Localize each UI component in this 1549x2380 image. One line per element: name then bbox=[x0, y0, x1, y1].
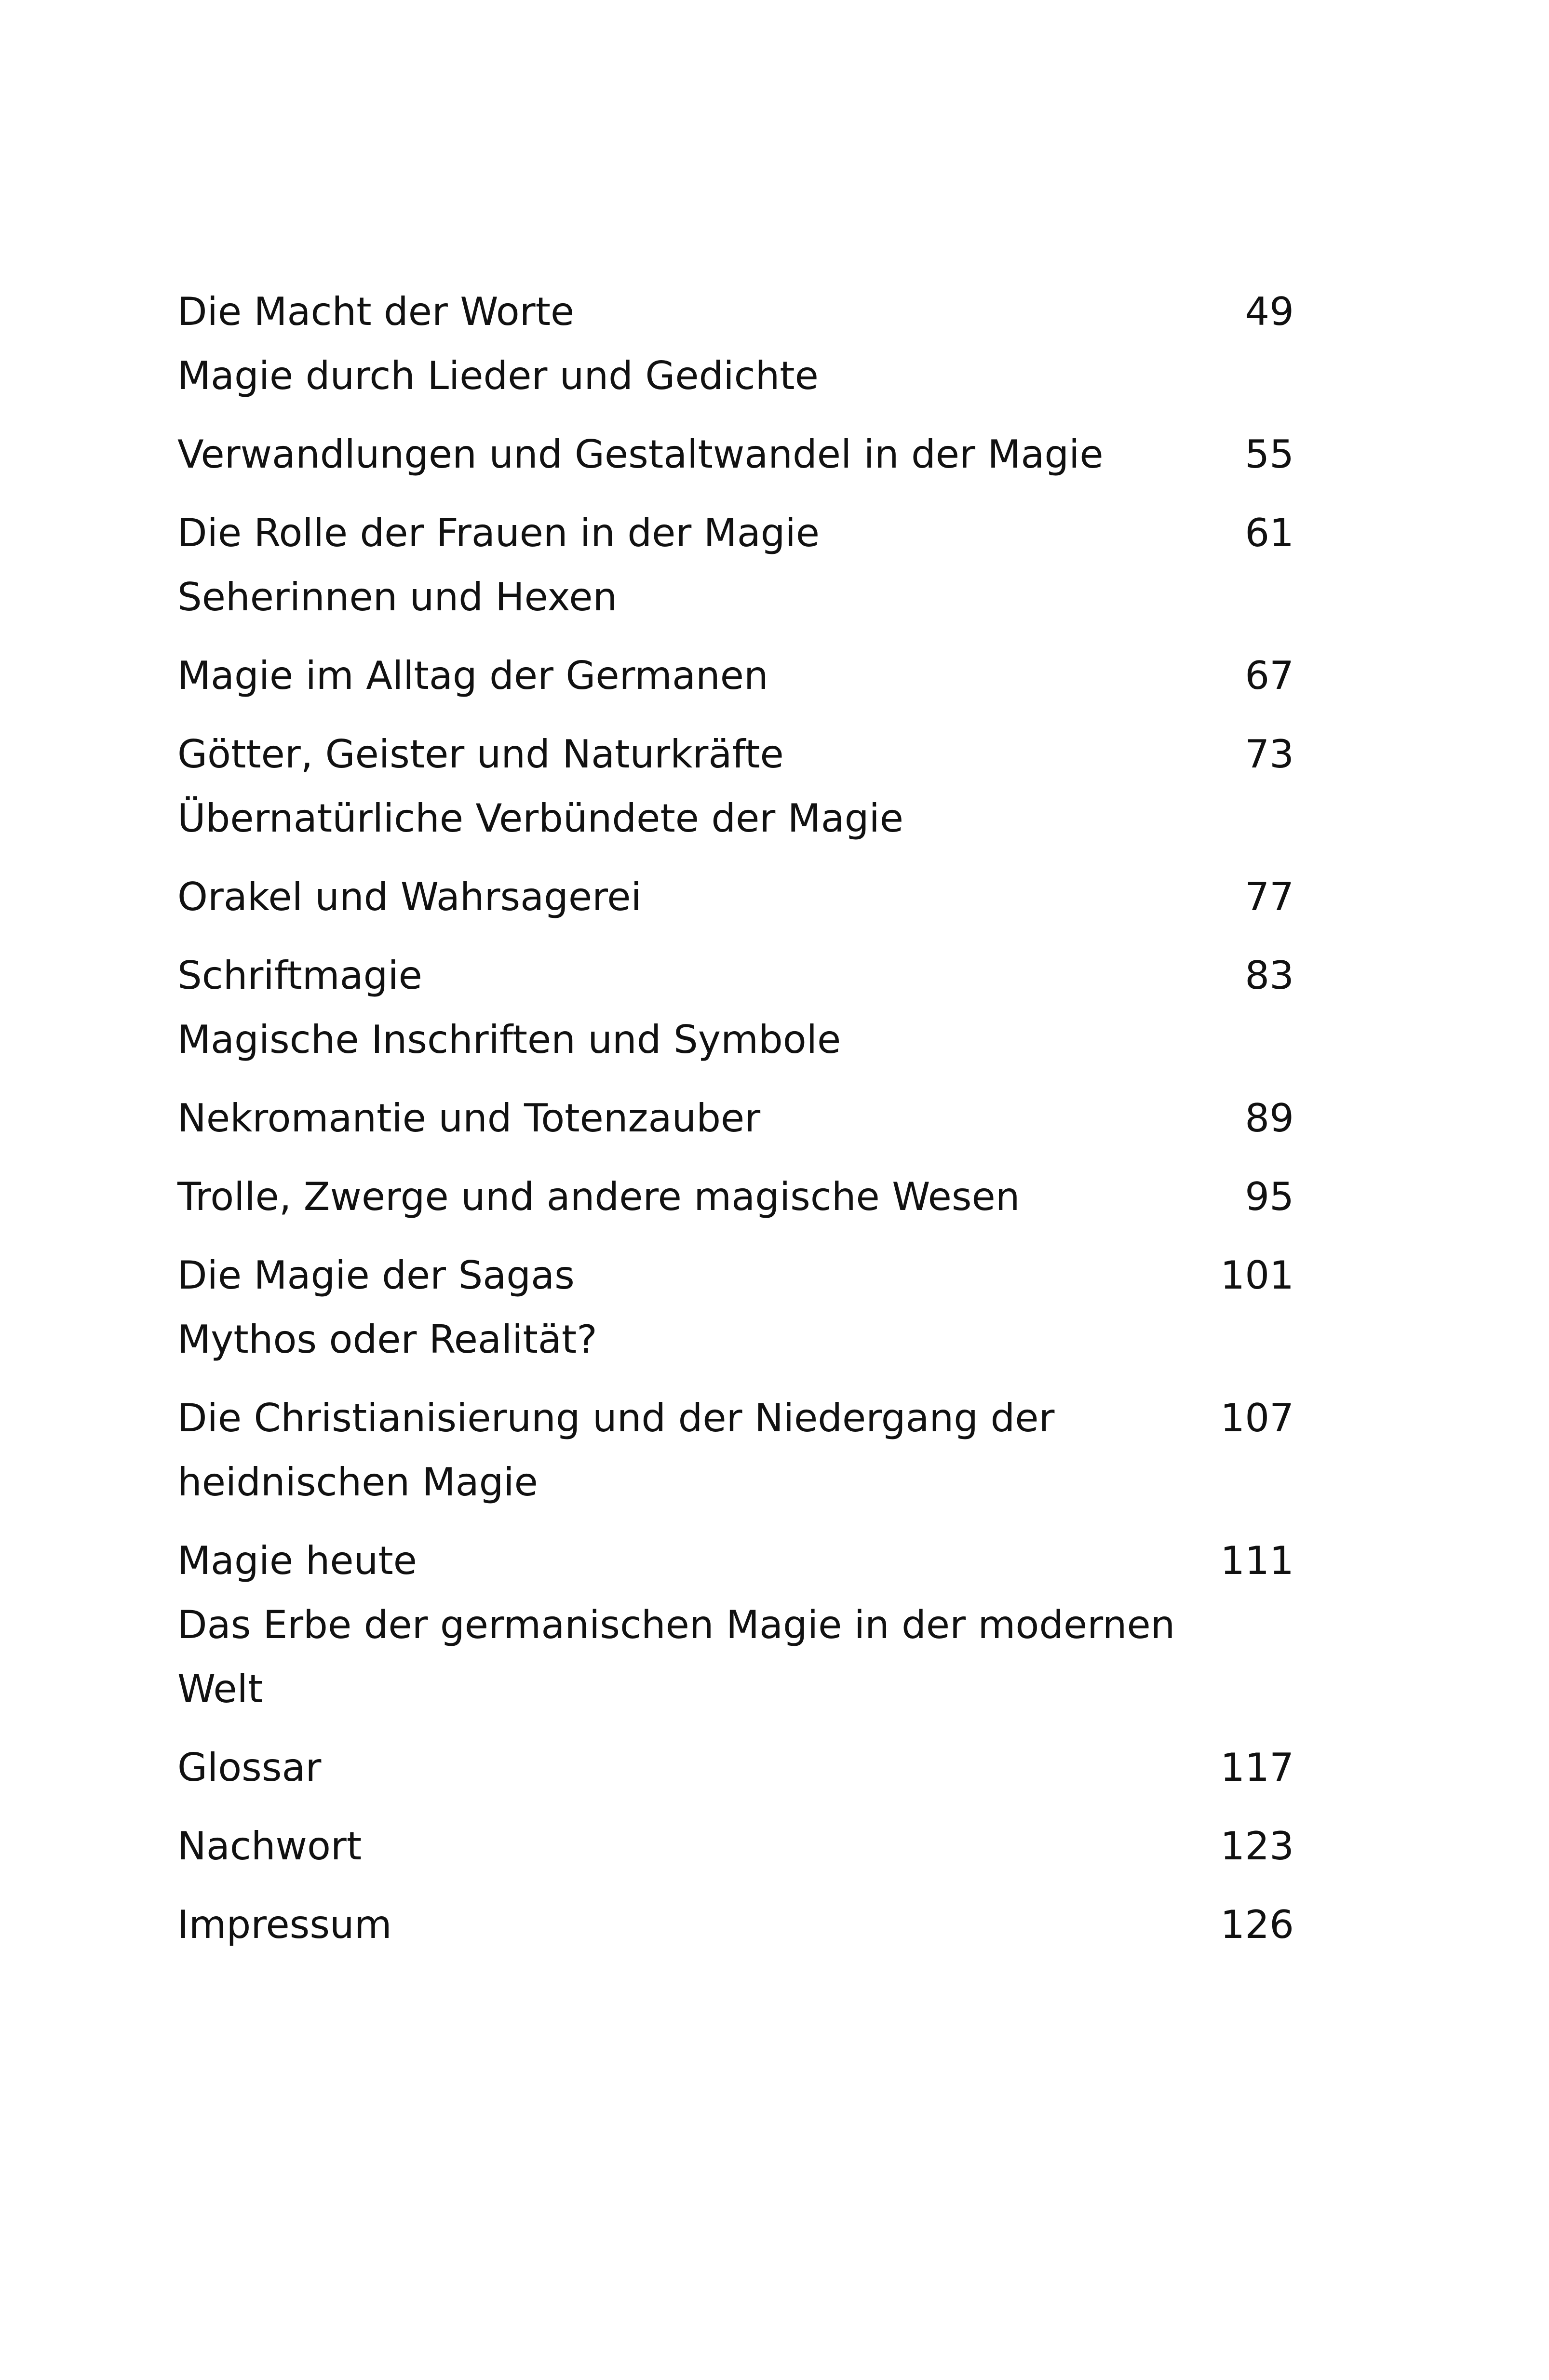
toc-entry-title: Die Macht der Worte bbox=[177, 289, 575, 334]
toc-entry-title: Orakel und Wahrsagerei bbox=[177, 874, 642, 919]
toc-entry[interactable] bbox=[177, 1735, 1294, 1800]
toc-page-number: 67 bbox=[1245, 653, 1294, 698]
toc-page-number: 107 bbox=[1220, 1396, 1294, 1440]
toc-entry[interactable] bbox=[177, 501, 1294, 629]
toc-entry-subtitle: Übernatürliche Verbündete der Magie bbox=[177, 796, 903, 841]
toc-entry-title: Götter, Geister und Naturkräfte bbox=[177, 732, 784, 777]
toc-entry[interactable] bbox=[177, 1243, 1294, 1372]
toc-page-number: 89 bbox=[1245, 1096, 1294, 1141]
toc-page-number: 95 bbox=[1245, 1174, 1294, 1219]
toc-page-number: 111 bbox=[1220, 1538, 1294, 1583]
toc-page-number: 55 bbox=[1245, 432, 1294, 477]
toc-entry[interactable] bbox=[177, 722, 1294, 850]
toc-entry-title: Magie im Alltag der Germanen bbox=[177, 653, 768, 698]
toc-entry[interactable] bbox=[177, 1814, 1294, 1878]
toc-page-number: 101 bbox=[1220, 1253, 1294, 1298]
toc-entry[interactable] bbox=[177, 1165, 1294, 1229]
toc-entry[interactable] bbox=[177, 280, 1294, 408]
toc-entry-title: Die Rolle der Frauen in der Magie bbox=[177, 511, 820, 555]
toc-entry[interactable] bbox=[177, 1386, 1294, 1514]
toc-page-number: 117 bbox=[1220, 1745, 1294, 1790]
toc-entry-subtitle: Magische Inschriften und Symbole bbox=[177, 1017, 841, 1062]
toc-entry-subtitle: Das Erbe der germanischen Magie in der modernen bbox=[177, 1602, 1175, 1647]
toc-entry-title: Glossar bbox=[177, 1745, 322, 1790]
toc-entry[interactable] bbox=[177, 422, 1294, 486]
toc-entry-title-continued: heidnischen Magie bbox=[177, 1460, 538, 1505]
toc-entry[interactable] bbox=[177, 1086, 1294, 1150]
toc-page-number: 61 bbox=[1245, 511, 1294, 555]
toc-entry-title: Die Christianisierung und der Niedergang der bbox=[177, 1396, 1055, 1440]
toc-entry-title: Trolle, Zwerge und andere magische Wesen bbox=[177, 1174, 1020, 1219]
toc-entry-title: Impressum bbox=[177, 1902, 392, 1947]
toc-entry[interactable] bbox=[177, 943, 1294, 1072]
toc-entry-subtitle: Seherinnen und Hexen bbox=[177, 575, 618, 619]
toc-page-number: 73 bbox=[1245, 732, 1294, 777]
toc-entry-subtitle: Mythos oder Realität? bbox=[177, 1317, 597, 1362]
toc-page-number: 83 bbox=[1245, 953, 1294, 998]
toc-page-number: 123 bbox=[1220, 1824, 1294, 1869]
table-of-contents bbox=[177, 280, 1294, 1971]
toc-entry[interactable] bbox=[177, 1529, 1294, 1721]
toc-page-number: 126 bbox=[1220, 1902, 1294, 1947]
toc-page-number: 77 bbox=[1245, 874, 1294, 919]
toc-entry-title: Nachwort bbox=[177, 1824, 362, 1869]
toc-entry-title: Schriftmagie bbox=[177, 953, 422, 998]
toc-entry-title: Die Magie der Sagas bbox=[177, 1253, 575, 1298]
toc-entry[interactable] bbox=[177, 644, 1294, 708]
toc-entry-subtitle-continued: Welt bbox=[177, 1667, 263, 1711]
toc-page-number: 49 bbox=[1245, 289, 1294, 334]
toc-entry-subtitle: Magie durch Lieder und Gedichte bbox=[177, 353, 819, 398]
toc-entry[interactable] bbox=[177, 1893, 1294, 1957]
toc-entry-title: Nekromantie und Totenzauber bbox=[177, 1096, 761, 1141]
toc-entry[interactable] bbox=[177, 865, 1294, 929]
toc-entry-title: Verwandlungen und Gestaltwandel in der Magie bbox=[177, 432, 1104, 477]
toc-entry-title: Magie heute bbox=[177, 1538, 417, 1583]
